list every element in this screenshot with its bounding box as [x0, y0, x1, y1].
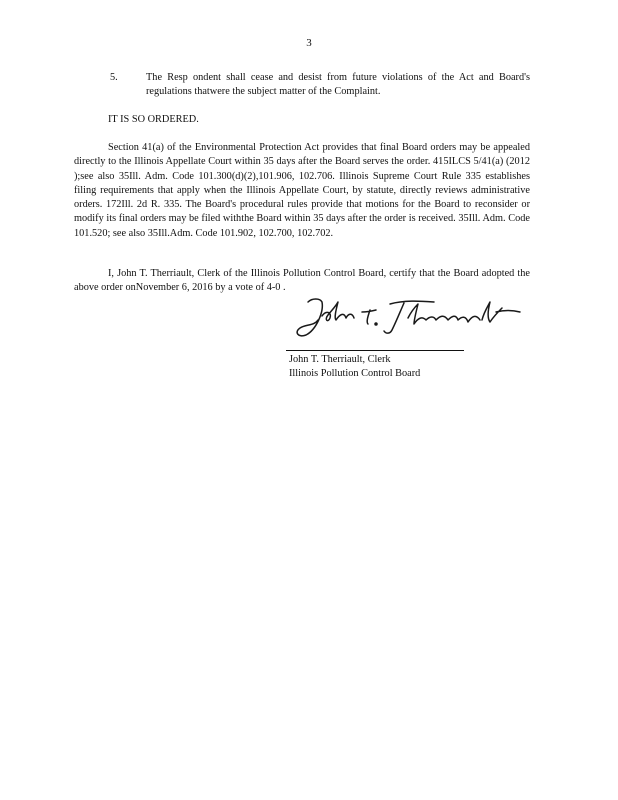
order-item-number: 5. — [110, 72, 118, 83]
order-item-text: The Resp ondent shall cease and desist from future violations of the Act and Board's regulations thatwere the subject matter of the Complaint. — [146, 72, 530, 98]
so-ordered-line: IT IS SO ORDERED. — [108, 114, 199, 125]
clerk-name: John T. Therriault, Clerk — [289, 354, 391, 365]
certification-text: I, John T. Therriault, Clerk of the Illinois Pollution Control Board, certify that the Board adopted the above order onNovember 6, 2016 by a vote of 4-0 . — [74, 268, 530, 294]
signature-line — [286, 350, 464, 351]
appeal-paragraph — [74, 141, 530, 241]
page-number: 3 — [306, 37, 312, 49]
order-item — [74, 71, 530, 100]
signature-block — [289, 353, 420, 382]
board-name: Illinois Pollution Control Board — [289, 368, 421, 380]
handwritten-signature — [286, 290, 524, 346]
appeal-paragraph-text: Section 41(a) of the Environmental Protection Act provides that final Board orders may be appealed directly to the Illinois Appellate Court within 35 days after the Board serves the order. 415ILCS 5/41(a) (2012 );see also 35Ill. Adm. Code 101.300(d)(2),101.906, 102.706. Illinois Supreme Court Rule 335 establishes filing requirements that apply when the Illinois Appellate Court, by statute, directly reviews administrative orders. 172Ill. 2d R. 335. The Board's procedural rules provide that motions for the Board to reconsider or modify its final orders may be filed withthe Board within 35 days after the order is received. 35Ill. Adm. Code 101.520; see also 35Ill.Adm. Code 101.902, 102.700, 102.702. — [74, 142, 530, 239]
